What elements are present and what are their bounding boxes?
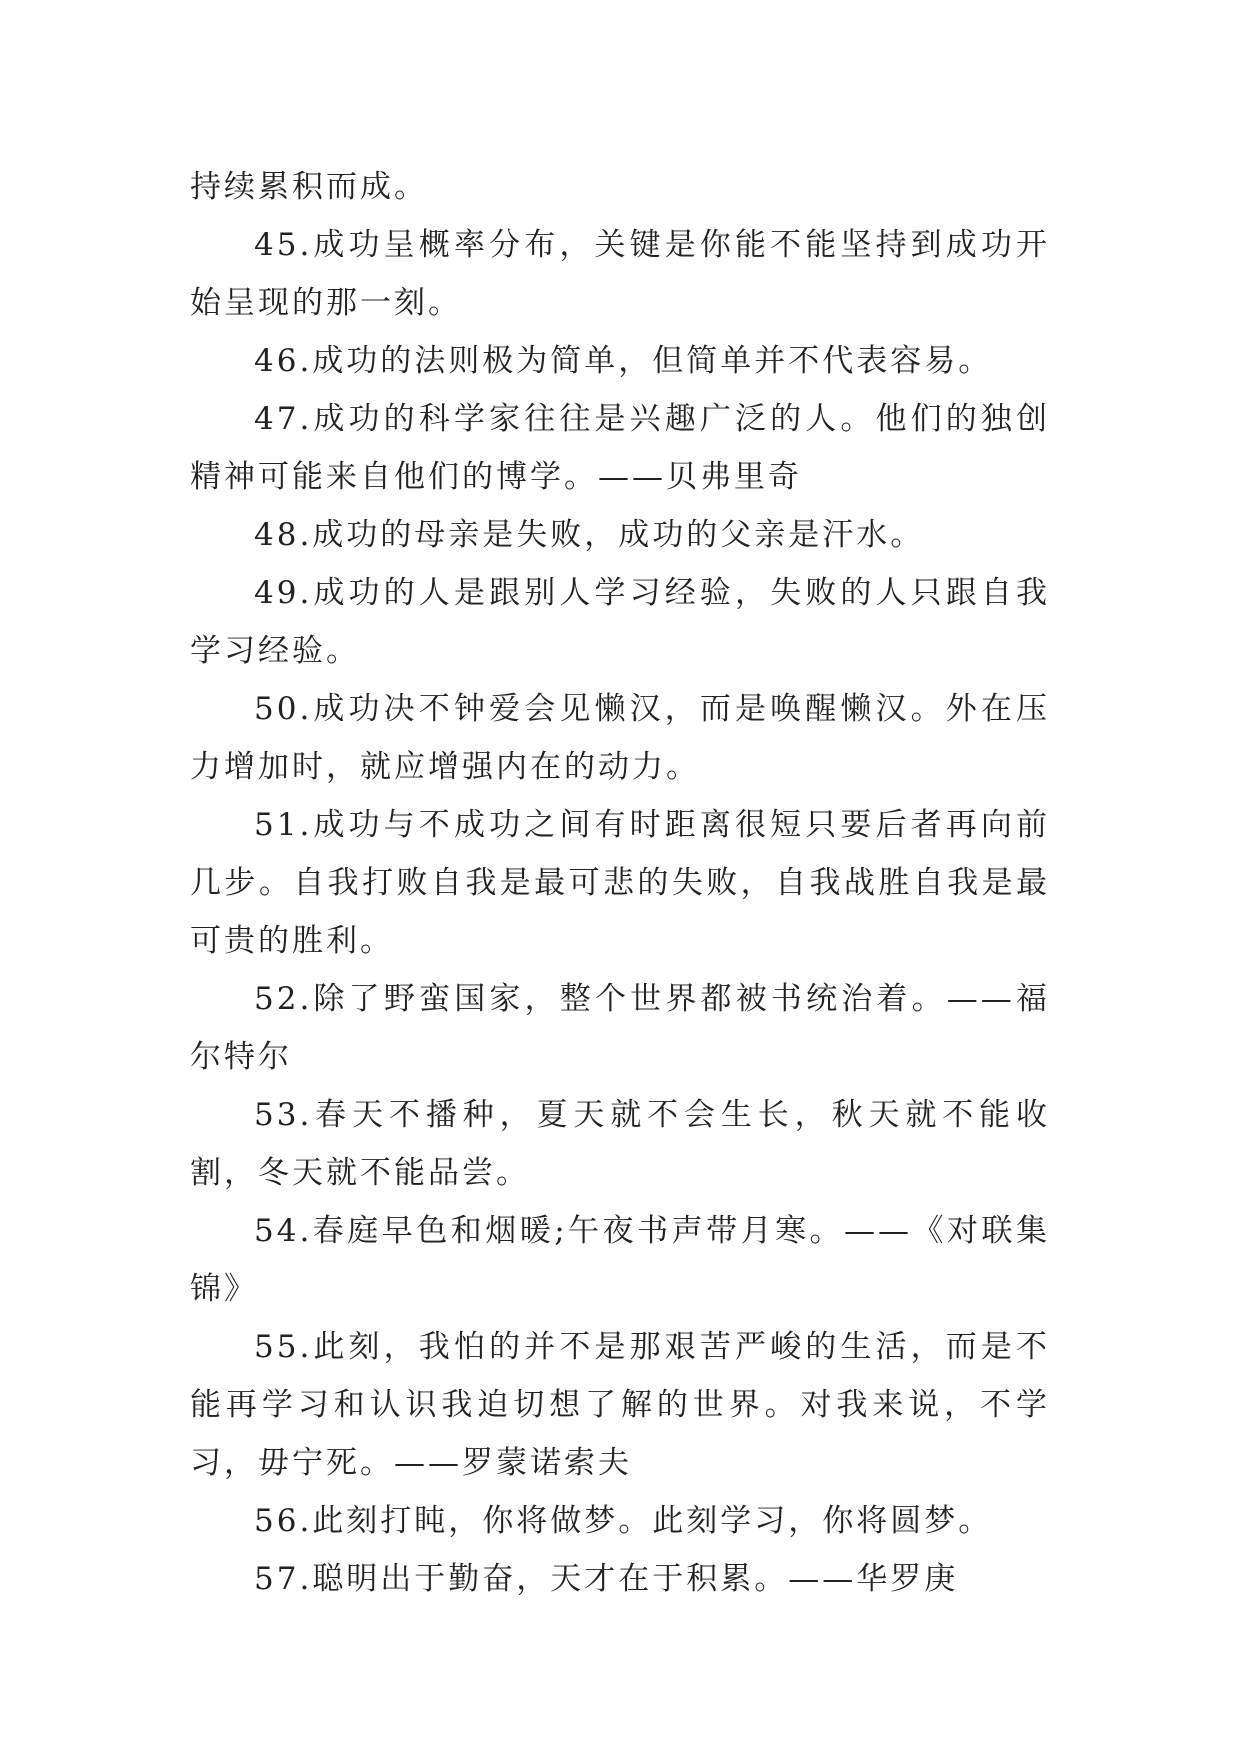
quote-54: 54.春庭早色和烟暖;午夜书声带月寒。——《对联集锦》	[190, 1213, 1050, 1307]
quote-57: 57.聪明出于勤奋，天才在于积累。——华罗庚	[254, 1561, 959, 1597]
quote-52: 52.除了野蛮国家，整个世界都被书统治着。——福尔特尔	[190, 981, 1050, 1075]
quote-56: 56.此刻打盹，你将做梦。此刻学习，你将圆梦。	[254, 1503, 993, 1539]
quote-50: 50.成功决不钟爱会见懒汉，而是唤醒懒汉。外在压力增加时，就应增强内在的动力。	[190, 691, 1050, 785]
quote-45: 45.成功呈概率分布，关键是你能不能坚持到成功开始呈现的那一刻。	[190, 227, 1050, 321]
paragraph-continuation: 持续累积而成。	[190, 169, 428, 205]
quote-48: 48.成功的母亲是失败，成功的父亲是汗水。	[254, 517, 925, 553]
document-body	[190, 158, 1050, 1608]
quote-47: 47.成功的科学家往往是兴趣广泛的人。他们的独创精神可能来自他们的博学。——贝弗里奇	[190, 401, 1050, 495]
quote-51: 51.成功与不成功之间有时距离很短只要后者再向前几步。自我打败自我是最可悲的失败，自我战胜自我是最可贵的胜利。	[190, 807, 1050, 959]
quote-53: 53.春天不播种，夏天就不会生长，秋天就不能收割，冬天就不能品尝。	[190, 1097, 1050, 1191]
quote-46: 46.成功的法则极为简单，但简单并不代表容易。	[254, 343, 993, 379]
quote-49: 49.成功的人是跟别人学习经验，失败的人只跟自我学习经验。	[190, 575, 1050, 669]
quote-55: 55.此刻，我怕的并不是那艰苦严峻的生活，而是不能再学习和认识我迫切想了解的世界。对我来说，不学习，毋宁死。——罗蒙诺索夫	[190, 1329, 1050, 1481]
